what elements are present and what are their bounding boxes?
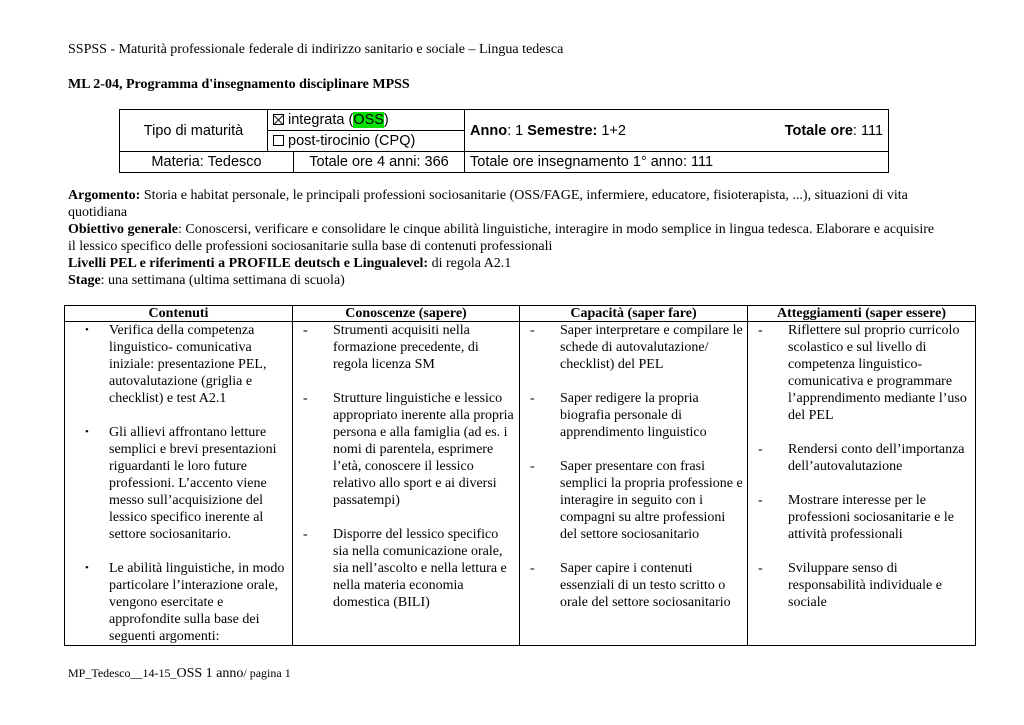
list-item: - Saper redigere la propria biografia personale di apprendimento linguistico (530, 391, 707, 440)
conoscenze-cell (293, 322, 520, 646)
totale-ore: Totale ore: 111 (784, 122, 884, 139)
anno-semestre-cell: Anno: 1 Semestre: 1+2 Totale ore: 111 (465, 110, 889, 152)
list-item: • Gli allievi affrontano letture semplici e brevi presentazioni riguardanti le loro future professioni. L’accento viene messo sull’acquisizione del lessico specifico inerente al settore sociosanitario. (85, 425, 277, 542)
stage-paragraph: Stage: una settimana (ultima settimana di scuola) (68, 273, 345, 288)
program-title: ML 2-04, Programma d'insegnamento disciplinare MPSS (68, 77, 410, 92)
header-contenuti: Contenuti (65, 306, 293, 322)
list-item: - Strutture linguistiche e lessico appropriato inerente alla propria persona e alla famiglia (ad es. i nomi di parentela, esprimere l’età, conoscere il lessico relativo allo sport e ai diversi passatempi) (303, 391, 514, 508)
contenuti-cell (65, 322, 293, 646)
info-table (119, 109, 888, 172)
checked-box-icon (273, 114, 284, 125)
option-post-tirocinio: post-tirocinio (CPQ) (268, 131, 465, 152)
list-item: - Strumenti acquisiti nella formazione precedente, di regola licenza SM (303, 323, 479, 372)
atteggiamenti-cell (748, 322, 976, 646)
unchecked-box-icon (273, 135, 284, 146)
list-item: • Verifica della competenza linguistico- comunicativa iniziale: presentazione PEL, autovalutazione (griglia e checklist) e test A2.1 (85, 323, 267, 406)
argomento-paragraph: Argomento: Storia e habitat personale, le principali professioni sociosanitarie (OSS/FAGE, infermiere, educatore, fisioterapista, ...), situazioni di vita quotidiana (68, 188, 908, 220)
header-conoscenze: Conoscenze (sapere) (293, 306, 520, 322)
list-item: - Saper presentare con frasi semplici la propria professione e interagire in seguito con i compagni su altre professioni del settore sociosanitario (530, 459, 743, 542)
list-item: • Le abilità linguistiche, in modo particolare l’interazione orale, vengono esercitate e approfondite sulla base dei seguenti argomenti: (85, 561, 285, 644)
list-item: - Disporre del lessico specifico sia nella comunicazione orale, sia nell’ascolto e nella lettura e nella materia economia domestica (BILI) (303, 527, 507, 610)
program-table (64, 305, 975, 644)
header-capacita: Capacità (saper fare) (520, 306, 748, 322)
capacita-cell (520, 322, 748, 646)
list-item: - Sviluppare senso di responsabilità individuale e sociale (758, 561, 942, 610)
list-item: - Saper capire i contenuti essenziali di un testo scritto o orale del settore sociosanitario (530, 561, 731, 610)
materia-cell: Materia: Tedesco (120, 152, 294, 173)
oss-highlight: OSS (353, 112, 384, 128)
option-integrata: integrata (OSS) (268, 110, 465, 131)
livelli-paragraph: Livelli PEL e riferimenti a PROFILE deutsch e Lingualevel: di regola A2.1 (68, 256, 512, 271)
list-item: - Riflettere sul proprio curricolo scolastico e sul livello di competenza linguistico-comunicativa e programmare l’apprendimento mediante l’uso del PEL (758, 323, 967, 423)
document-header: SSPSS - Maturità professionale federale di indirizzo sanitario e sociale – Lingua tedesca (68, 42, 564, 57)
list-item: - Mostrare interesse per le professioni sociosanitarie e le attività professionali (758, 493, 955, 542)
totale-4-anni-cell: Totale ore 4 anni: 366 (294, 152, 465, 173)
list-item: - Rendersi conto dell’importanza dell’autovalutazione (758, 442, 965, 474)
list-item: - Saper interpretare e compilare le schede di autovalutazione/ checklist) del PEL (530, 323, 743, 372)
description-block (68, 187, 938, 289)
header-atteggiamenti: Atteggiamenti (saper essere) (748, 306, 976, 322)
tipo-maturita-label: Tipo di maturità (120, 110, 268, 152)
obiettivo-paragraph: Obiettivo generale: Conoscersi, verificare e consolidare le cinque abilità linguistiche, interagire in modo semplice in lingua tedesca. Elaborare e acquisire il lessico specifico delle professioni sociosanitarie sulla base di contenuti professionali (68, 222, 935, 254)
totale-1-anno-cell: Totale ore insegnamento 1° anno: 111 (465, 152, 889, 173)
page-footer: MP_Tedesco__14-15_OSS 1 anno/ pagina 1 (68, 666, 291, 681)
